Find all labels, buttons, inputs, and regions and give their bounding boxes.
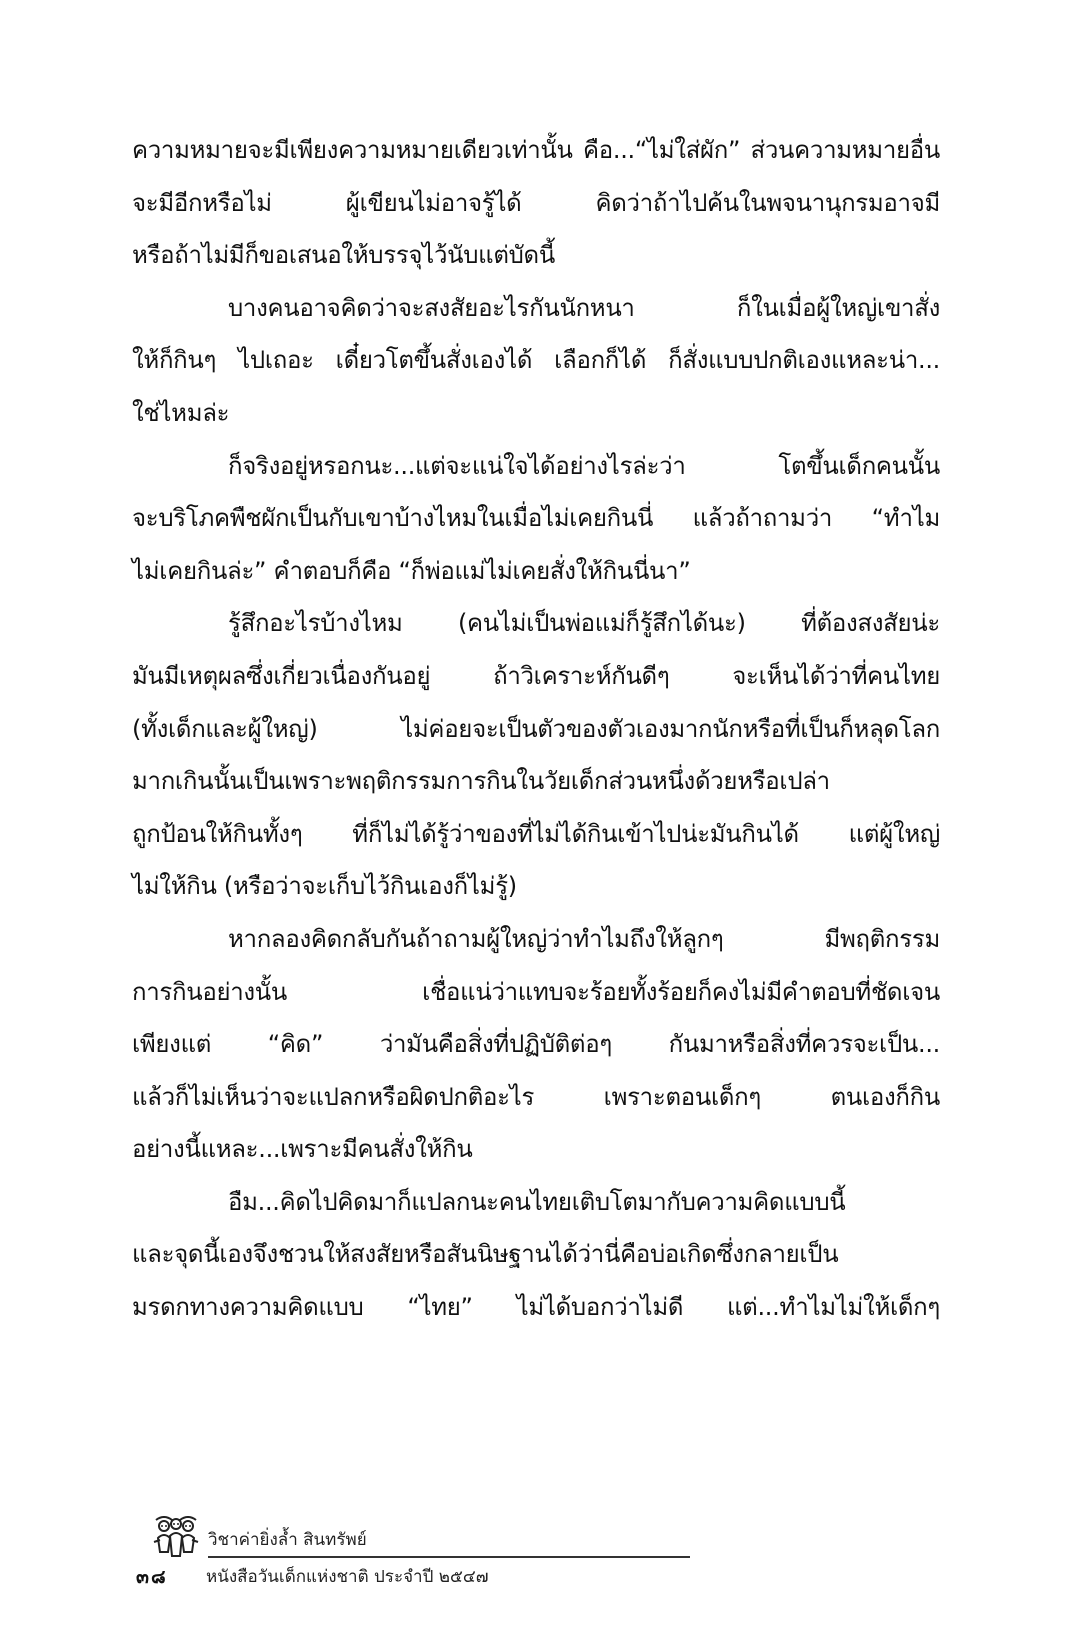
text-line: ถูกป้อนให้กินทั้งๆ ที่ก็ไม่ได้รู้ว่าของที่ไม่ได้กินเข้าไปน่ะมันกินได้ แต่ผู้ใหญ่ <box>132 819 940 848</box>
text-line: และจุดนี้เองจึงชวนให้สงสัยหรือสันนิษฐานได้ว่านี่คือบ่อเกิดซึ่งกลายเป็น <box>132 1240 839 1269</box>
text-line: ความหมายจะมีเพียงความหมายเดียวเท่านั้น คือ...“ไม่ใส่ผัก” ส่วนความหมายอื่น <box>132 136 940 164</box>
text-line: จะมีอีกหรือไม่ ผู้เขียนไม่อาจรู้ได้ คิดว่าถ้าไปค้นในพจนานุกรมอาจมี <box>132 188 940 217</box>
text-line: จะบริโภคพืชผักเป็นกับเขาบ้างไหมในเมื่อไม่เคยกินนี่ แล้วถ้าถามว่า “ทำไม <box>132 504 940 533</box>
text-line: การกินอย่างนั้น เชื่อแน่ว่าแทบจะร้อยทั้งร้อยก็คงไม่มีคำตอบที่ชัดเจน <box>132 977 940 1006</box>
text-line: ก็จริงอยู่หรอกนะ...แต่จะแน่ใจได้อย่างไรล่ะว่า โตขึ้นเด็กคนนั้น <box>228 451 940 480</box>
paragraph-6 <box>132 1176 940 1334</box>
text-line: มันมีเหตุผลซึ่งเกี่ยวเนื่องกันอยู่ ถ้าวิเคราะห์กันดีๆ จะเห็นได้ว่าที่คนไทย <box>132 661 940 690</box>
text-line: เพียงแต่ “คิด” ว่ามันคือสิ่งที่ปฏิบัติต่อๆ กันมาหรือสิ่งที่ควรจะเป็น... <box>132 1030 940 1059</box>
text-line: รู้สึกอะไรบ้างไหม (คนไม่เป็นพ่อแม่ก็รู้สึกได้นะ) ที่ต้องสงสัยน่ะ <box>228 609 940 638</box>
paragraph-3 <box>132 440 940 598</box>
paragraph-5 <box>132 913 940 1176</box>
paragraph-1 <box>132 124 940 282</box>
text-line: แล้วก็ไม่เห็นว่าจะแปลกหรือผิดปกติอะไร เพราะตอนเด็กๆ ตนเองก็กิน <box>132 1082 940 1111</box>
series-title: วิชาค่ายิ่งล้ำ สินทรัพย์ <box>208 1530 367 1550</box>
text-line: อืม...คิดไปคิดมาก็แปลกนะคนไทยเติบโตมากับความคิดแบบนี้ <box>228 1187 846 1216</box>
page-body <box>132 124 940 1334</box>
children-logo-icon <box>150 1516 202 1562</box>
book-title: หนังสือวันเด็กแห่งชาติ ประจำปี ๒๕๔๗ <box>206 1567 489 1587</box>
text-line: หากลองคิดกลับกันถ้าถามผู้ใหญ่ว่าทำไมถึงให้ลูกๆ มีพฤติกรรม <box>228 924 940 953</box>
text-line: (ทั้งเด็กและผู้ใหญ่) ไม่ค่อยจะเป็นตัวของตัวเองมากนักหรือที่เป็นก็หลุดโลก <box>132 714 940 743</box>
text-line: ไม่ให้กิน (หรือว่าจะเก็บไว้กินเองก็ไม่รู้) <box>132 872 517 901</box>
paragraph-2 <box>132 282 940 440</box>
text-line: ไม่เคยกินล่ะ” คำตอบก็คือ “ก็พ่อแม่ไม่เคยสั่งให้กินนี่นา” <box>132 556 691 585</box>
text-line: หรือถ้าไม่มีก็ขอเสนอให้บรรจุไว้นับแต่บัดนี้ <box>132 241 555 270</box>
text-line: มากเกินนั้นเป็นเพราะพฤติกรรมการกินในวัยเด็กส่วนหนึ่งด้วยหรือเปล่า <box>132 767 830 796</box>
paragraph-4 <box>132 597 940 913</box>
text-line: บางคนอาจคิดว่าจะสงสัยอะไรกันนักหนา ก็ในเมื่อผู้ใหญ่เขาสั่ง <box>228 293 940 322</box>
page-footer <box>136 1516 696 1596</box>
text-line: อย่างนี้แหละ...เพราะมีคนสั่งให้กิน <box>132 1135 473 1164</box>
text-line: ใช่ไหมล่ะ <box>132 398 230 427</box>
text-line: ให้ก็กินๆ ไปเถอะ เดี๋ยวโตขึ้นสั่งเองได้ เลือกก็ได้ ก็สั่งแบบปกติเองแหละน่า... <box>132 346 940 375</box>
page-number: ๓๘ <box>136 1566 168 1588</box>
footer-divider <box>208 1556 690 1558</box>
text-line: มรดกทางความคิดแบบ “ไทย” ไม่ได้บอกว่าไม่ดี แต่...ทำไมไม่ให้เด็กๆ <box>132 1293 940 1322</box>
